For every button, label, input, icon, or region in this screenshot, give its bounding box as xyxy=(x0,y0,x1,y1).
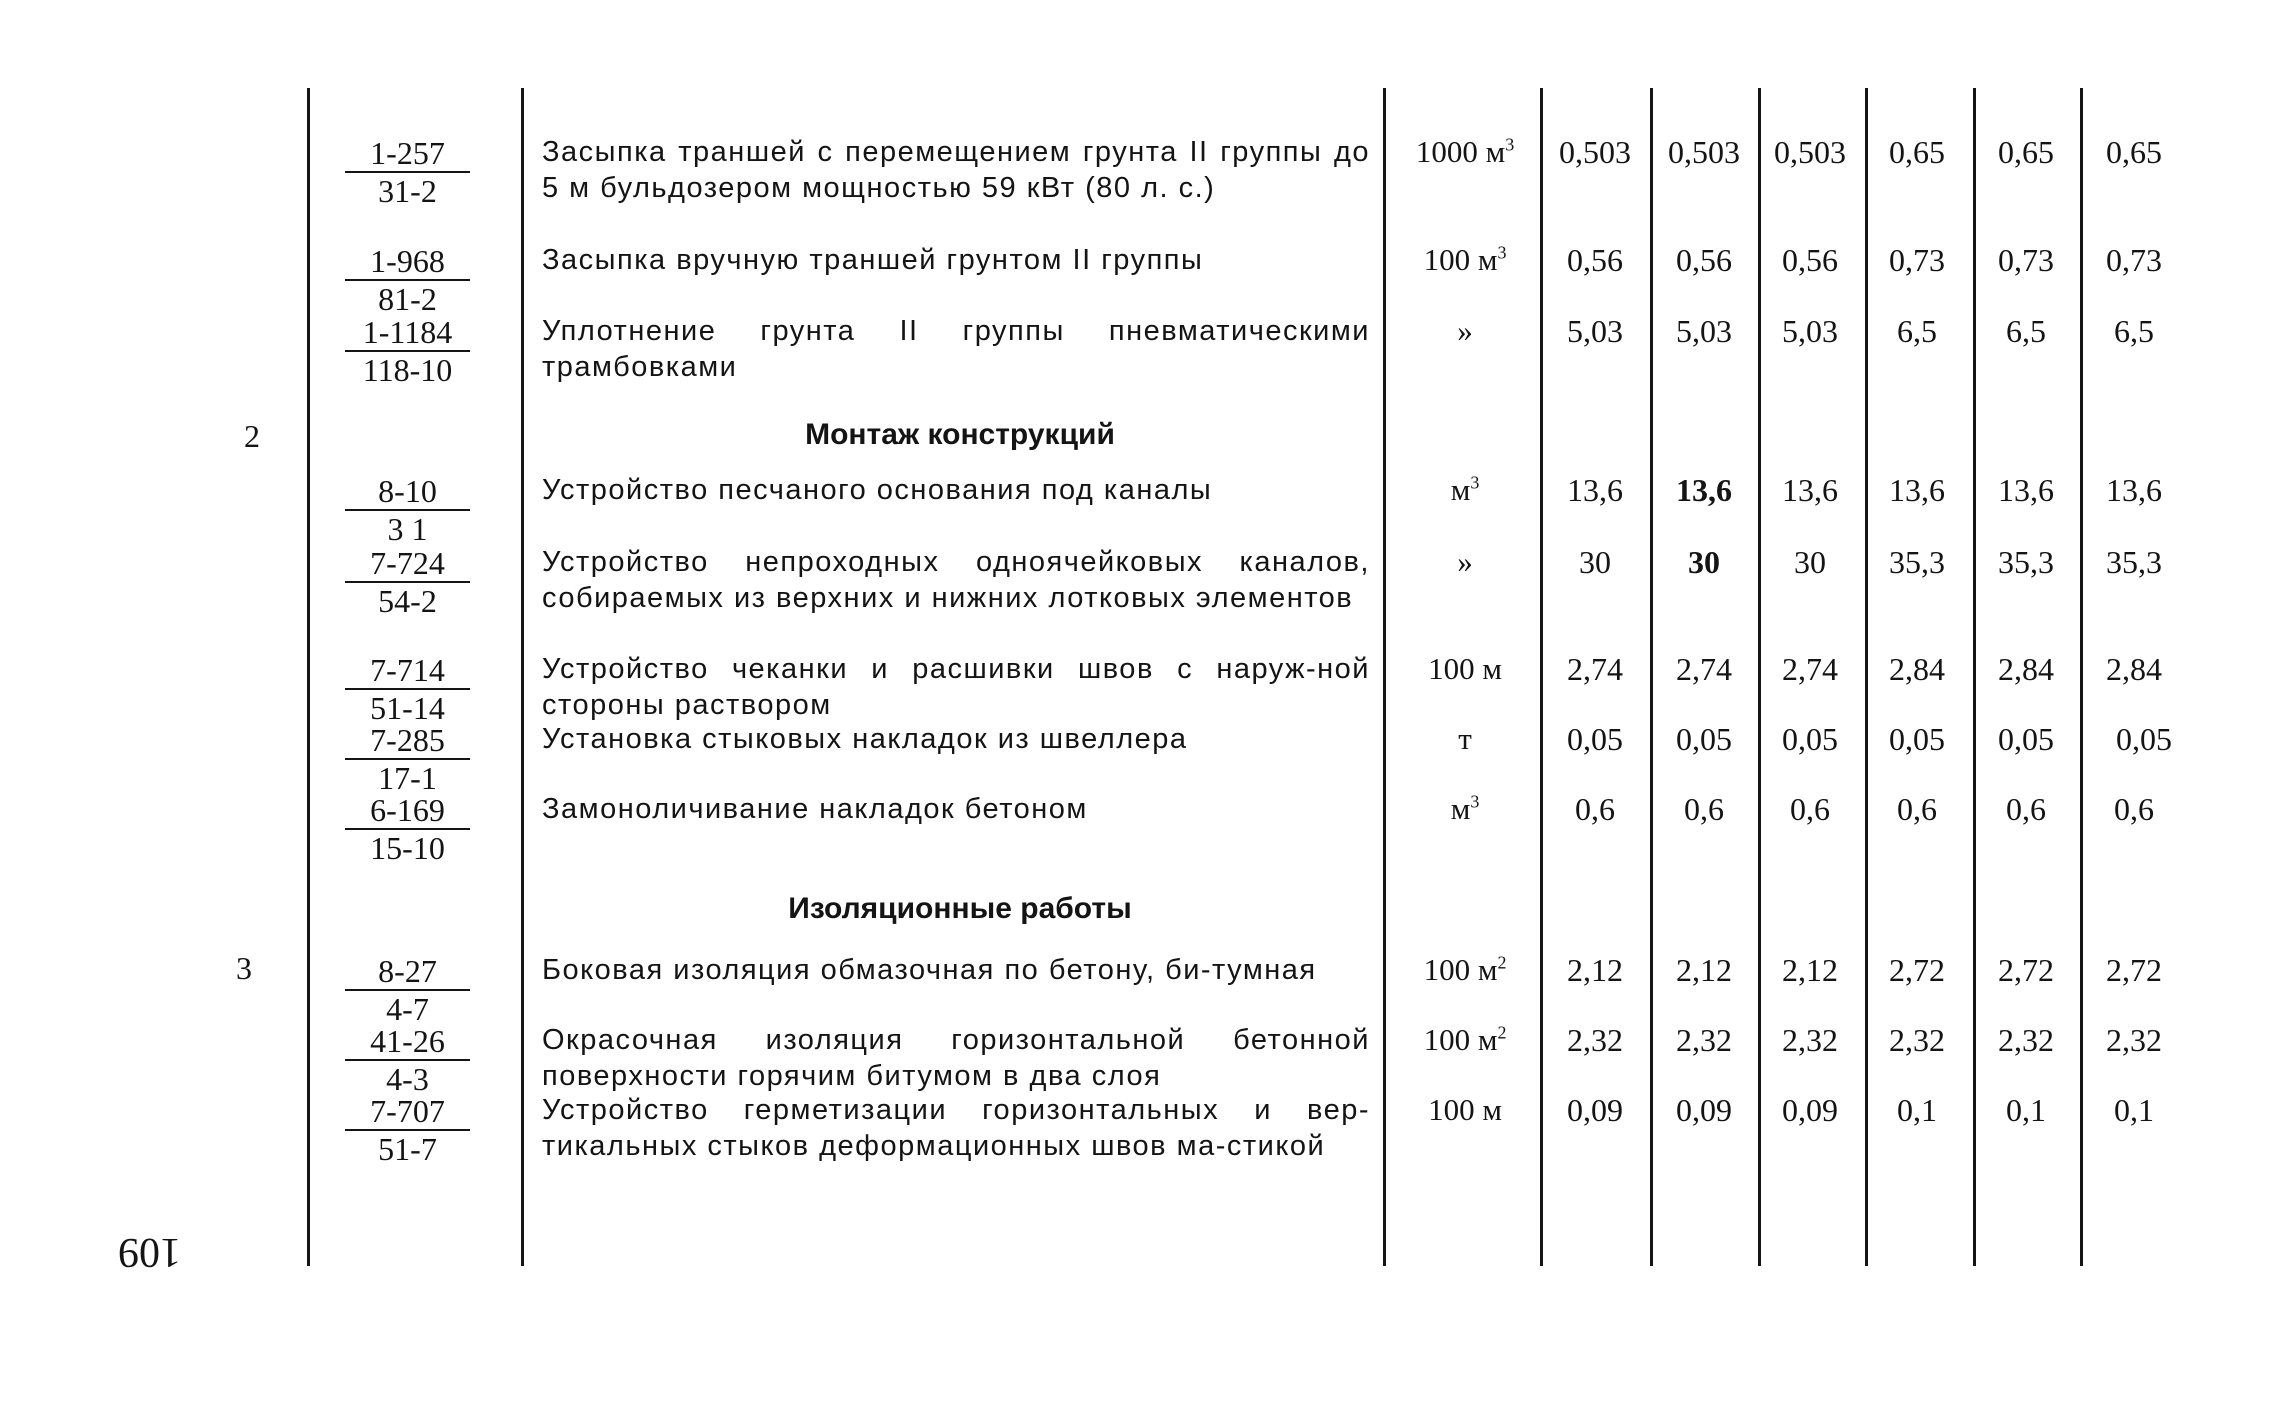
value-cell: 2,12 xyxy=(1676,952,1732,988)
work-description: Устройство чеканки и расшивки швов с наруж-ной стороны раствором xyxy=(542,653,1370,721)
value-cell: 5,03 xyxy=(1782,313,1838,349)
unit-of-measure xyxy=(1395,721,1535,757)
unit-power: 3 xyxy=(1470,472,1480,493)
unit-text: 100 м xyxy=(1428,1092,1502,1127)
value-cell: 0,05 xyxy=(1567,721,1623,757)
value-cell: 0,56 xyxy=(1676,242,1732,278)
value-cell: 0,65 xyxy=(1889,134,1945,170)
unit-of-measure xyxy=(1395,242,1535,278)
value-cell: 0,1 xyxy=(2006,1092,2046,1128)
unit-text: » xyxy=(1457,544,1473,579)
norm-code-top: 7-707 xyxy=(345,1093,470,1131)
value-cell: 0,6 xyxy=(2114,791,2154,827)
section-title: Изоляционные работы xyxy=(788,892,1132,925)
unit-text: т xyxy=(1458,721,1472,756)
unit-text: 100 м xyxy=(1423,242,1498,277)
value-cell: 30 xyxy=(1579,544,1611,580)
value-cell: 13,6 xyxy=(2106,472,2162,508)
value-cell: 2,74 xyxy=(1676,651,1732,687)
value-cell: 2,32 xyxy=(2106,1022,2162,1058)
norm-code-top: 41-26 xyxy=(345,1023,470,1061)
section-number: 2 xyxy=(244,418,260,454)
norm-code xyxy=(345,473,470,547)
norm-code-bottom: 4-7 xyxy=(386,991,429,1027)
value-cell: 0,05 xyxy=(1676,721,1732,757)
value-cell: 2,74 xyxy=(1567,651,1623,687)
unit-text: м xyxy=(1450,472,1471,507)
unit-power: 2 xyxy=(1497,952,1507,973)
value-cell: 6,5 xyxy=(2006,313,2046,349)
value-cell: 35,3 xyxy=(1889,544,1945,580)
work-description: Засыпка вручную траншей грунтом II группы xyxy=(542,244,1204,276)
norm-code xyxy=(345,135,470,209)
unit-text: м xyxy=(1450,791,1471,826)
value-cell: 0,503 xyxy=(1668,134,1740,170)
norm-code xyxy=(345,722,470,796)
value-cell: 13,6 xyxy=(1567,472,1623,508)
value-cell: 0,6 xyxy=(1897,791,1937,827)
value-cell: 30 xyxy=(1688,544,1720,580)
unit-power: 3 xyxy=(1505,134,1515,155)
norm-code-bottom: 54-2 xyxy=(378,583,437,619)
value-cell: 0,73 xyxy=(1998,242,2054,278)
unit-of-measure xyxy=(1395,134,1535,170)
value-cell: 13,6 xyxy=(1782,472,1838,508)
value-cell: 0,6 xyxy=(1575,791,1615,827)
value-cell: 35,3 xyxy=(1998,544,2054,580)
value-cell: 0,73 xyxy=(1889,242,1945,278)
value-cell: 2,84 xyxy=(1889,651,1945,687)
unit-of-measure xyxy=(1395,1022,1535,1058)
value-cell: 2,12 xyxy=(1782,952,1838,988)
norm-code-top: 7-285 xyxy=(345,722,470,760)
value-cell: 0,1 xyxy=(2114,1092,2154,1128)
norm-code xyxy=(345,314,470,388)
work-description: Засыпка траншей с перемещением грунта II группы до 5 м бульдозером мощностью 59 кВт (80 л. с.) xyxy=(542,136,1370,204)
norm-code-top: 1-257 xyxy=(345,135,470,173)
value-cell: 0,73 xyxy=(2106,242,2162,278)
work-description: Замоноличивание накладок бетоном xyxy=(542,793,1088,825)
unit-power: 3 xyxy=(1497,242,1507,263)
norm-code xyxy=(345,953,470,1027)
norm-code-top: 1-1184 xyxy=(345,314,470,352)
page-number: 109 xyxy=(118,1229,181,1275)
table-rule xyxy=(521,88,524,1266)
unit-text: 100 м xyxy=(1428,651,1502,686)
value-cell: 0,6 xyxy=(1790,791,1830,827)
value-cell: 0,65 xyxy=(2106,134,2162,170)
norm-code-bottom: 15-10 xyxy=(370,830,445,866)
value-cell: 0,1 xyxy=(1897,1092,1937,1128)
value-cell: 2,12 xyxy=(1567,952,1623,988)
unit-power: 2 xyxy=(1497,1022,1507,1043)
value-cell: 2,74 xyxy=(1782,651,1838,687)
value-cell: 0,05 xyxy=(1889,721,1945,757)
value-cell: 35,3 xyxy=(2106,544,2162,580)
norm-code-top: 7-724 xyxy=(345,545,470,583)
norm-code-top: 6-169 xyxy=(345,792,470,830)
unit-of-measure xyxy=(1395,472,1535,508)
value-cell: 0,05 xyxy=(1998,721,2054,757)
section-number: 3 xyxy=(236,950,252,986)
value-cell: 2,32 xyxy=(1676,1022,1732,1058)
value-cell: 13,6 xyxy=(1889,472,1945,508)
value-cell: 2,32 xyxy=(1567,1022,1623,1058)
unit-of-measure xyxy=(1395,313,1535,349)
value-cell: 2,72 xyxy=(2106,952,2162,988)
unit-text: 100 м xyxy=(1423,1022,1498,1057)
norm-code-bottom: 31-2 xyxy=(378,173,437,209)
norm-code xyxy=(345,792,470,866)
value-cell: 30 xyxy=(1794,544,1826,580)
value-cell: 0,6 xyxy=(1684,791,1724,827)
value-cell: 2,84 xyxy=(2106,651,2162,687)
norm-code xyxy=(345,1093,470,1167)
norm-code-bottom: 81-2 xyxy=(378,281,437,317)
norm-code-top: 8-10 xyxy=(345,473,470,511)
unit-of-measure xyxy=(1395,791,1535,827)
value-cell: 2,32 xyxy=(1889,1022,1945,1058)
unit-of-measure xyxy=(1395,1092,1535,1128)
work-description: Устройство герметизации горизонтальных и вер-тикальных стыков деформационных швов ма-стикой xyxy=(542,1094,1370,1162)
value-cell: 2,32 xyxy=(1998,1022,2054,1058)
norm-code-bottom: 51-7 xyxy=(378,1131,437,1167)
norm-code xyxy=(345,1023,470,1097)
unit-power: 3 xyxy=(1470,791,1480,812)
value-cell: 6,5 xyxy=(2114,313,2154,349)
unit-of-measure xyxy=(1395,651,1535,687)
value-cell: 0,09 xyxy=(1567,1092,1623,1128)
unit-text: 1000 м xyxy=(1415,134,1506,169)
value-cell: 2,72 xyxy=(1889,952,1945,988)
value-cell: 0,09 xyxy=(1676,1092,1732,1128)
norm-code-bottom: 17-1 xyxy=(378,760,437,796)
work-description: Боковая изоляция обмазочная по бетону, би-тумная xyxy=(542,954,1317,986)
unit-of-measure xyxy=(1395,544,1535,580)
work-description: Устройство непроходных одноячейковых каналов, собираемых из верхних и нижних лотковых элементов xyxy=(542,546,1370,614)
work-description: Устройство песчаного основания под каналы xyxy=(542,474,1213,506)
value-cell: 0,56 xyxy=(1567,242,1623,278)
value-cell: 0,503 xyxy=(1559,134,1631,170)
unit-text: » xyxy=(1457,313,1473,348)
value-cell: 6,5 xyxy=(1897,313,1937,349)
value-cell: 0,65 xyxy=(1998,134,2054,170)
value-cell: 5,03 xyxy=(1676,313,1732,349)
section-title: Монтаж конструкций xyxy=(805,418,1115,451)
table-rule xyxy=(307,88,310,1266)
value-cell: 0,09 xyxy=(1782,1092,1838,1128)
value-cell: 0,503 xyxy=(1774,134,1846,170)
norm-code-bottom: 4-3 xyxy=(386,1061,429,1097)
norm-code-top: 8-27 xyxy=(345,953,470,991)
norm-code xyxy=(345,243,470,317)
value-cell: 13,6 xyxy=(1998,472,2054,508)
table-rule xyxy=(1383,88,1386,1266)
value-cell: 0,56 xyxy=(1782,242,1838,278)
norm-code-bottom: 118-10 xyxy=(362,352,453,388)
unit-of-measure xyxy=(1395,952,1535,988)
value-cell: 2,32 xyxy=(1782,1022,1838,1058)
work-description: Окрасочная изоляция горизонтальной бетонной поверхности горячим битумом в два слоя xyxy=(542,1024,1370,1092)
norm-code-top: 7-714 xyxy=(345,652,470,690)
value-cell: 0,05 xyxy=(2116,721,2172,757)
unit-text: 100 м xyxy=(1423,952,1498,987)
norm-code-bottom: 3 1 xyxy=(387,511,428,547)
work-description: Уплотнение грунта II группы пневматическими трамбовками xyxy=(542,315,1370,383)
value-cell: 0,6 xyxy=(2006,791,2046,827)
value-cell: 5,03 xyxy=(1567,313,1623,349)
value-cell: 13,6 xyxy=(1676,472,1732,508)
value-cell: 2,84 xyxy=(1998,651,2054,687)
norm-code xyxy=(345,652,470,726)
value-cell: 0,05 xyxy=(1782,721,1838,757)
norm-code-top: 1-968 xyxy=(345,243,470,281)
norm-code-bottom: 51-14 xyxy=(370,690,445,726)
norm-code xyxy=(345,545,470,619)
value-cell: 2,72 xyxy=(1998,952,2054,988)
work-description: Установка стыковых накладок из швеллера xyxy=(542,723,1188,755)
